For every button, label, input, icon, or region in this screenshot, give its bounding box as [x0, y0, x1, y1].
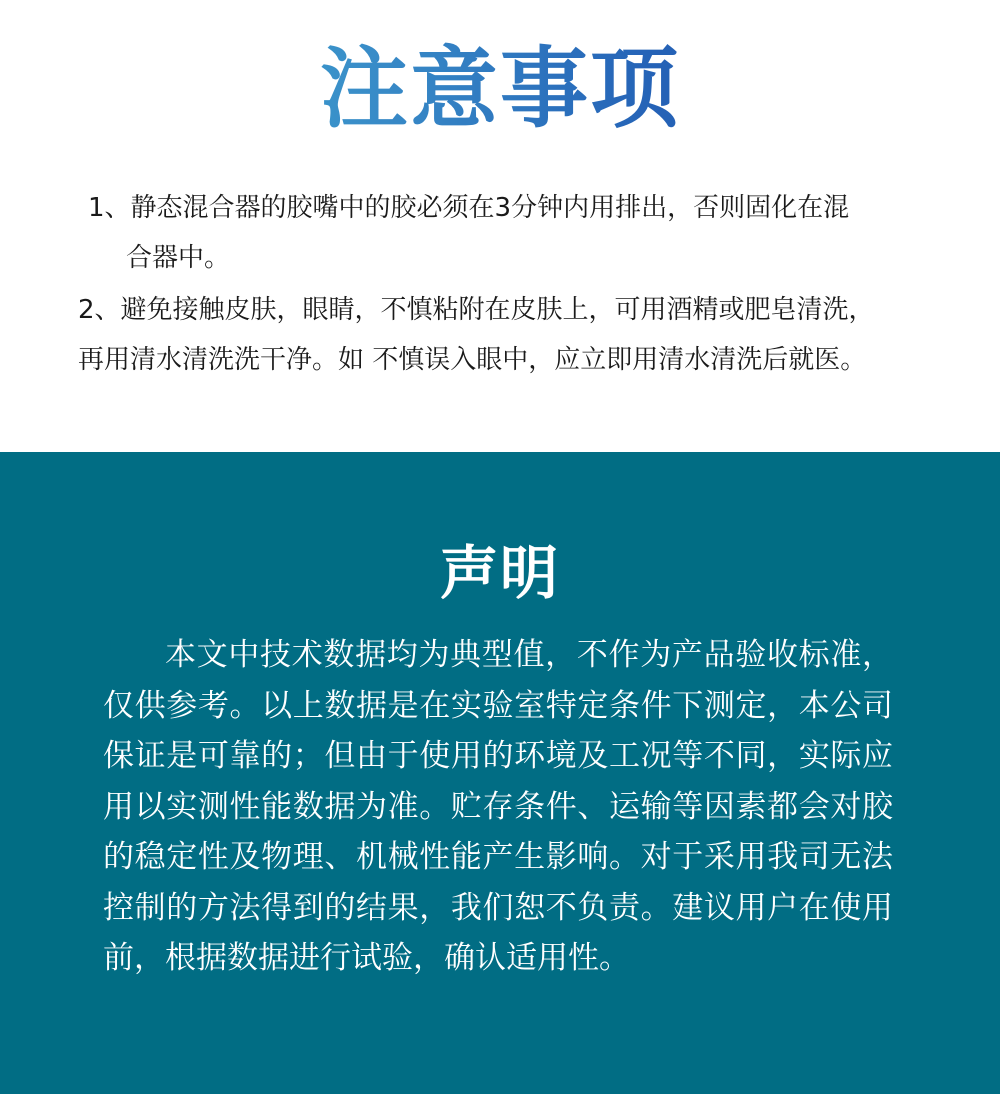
- note-2-line-1: 2、避免接触皮肤，眼睛，不慎粘附在皮肤上，可用酒精或肥皂清洗，: [78, 295, 875, 325]
- note-1-line-2: 合器中。: [126, 243, 231, 273]
- declaration-title: 声明: [439, 539, 560, 607]
- note-1-line-1: 1、静态混合器的胶嘴中的胶必须在3分钟内用排出，否则固化在混: [88, 193, 850, 223]
- notes-section: [0, 0, 1000, 452]
- note-2-line-2: 再用清水清洗洗干净。如 不慎误入眼中，应立即用清水清洗后就医。: [78, 345, 867, 375]
- declaration-body: 本文中技术数据均为典型值，不作为产品验收标准，仅供参考。以上数据是在实验室特定条件下测定，本公司保证是可靠的；但由于使用的环境及工况等不同，实际应用以实测性能数据为准。贮存条件、运输等因素都会对胶的稳定性及物理、机械性能产生影响。对于采用我司无法控制的方法得到的结果，我们恕不负责。建议用户在使用前，根据数据进行试验，确认适用性。: [103, 637, 893, 976]
- declaration-section: [0, 452, 1000, 1094]
- notes-title: 注意事项: [0, 34, 1000, 144]
